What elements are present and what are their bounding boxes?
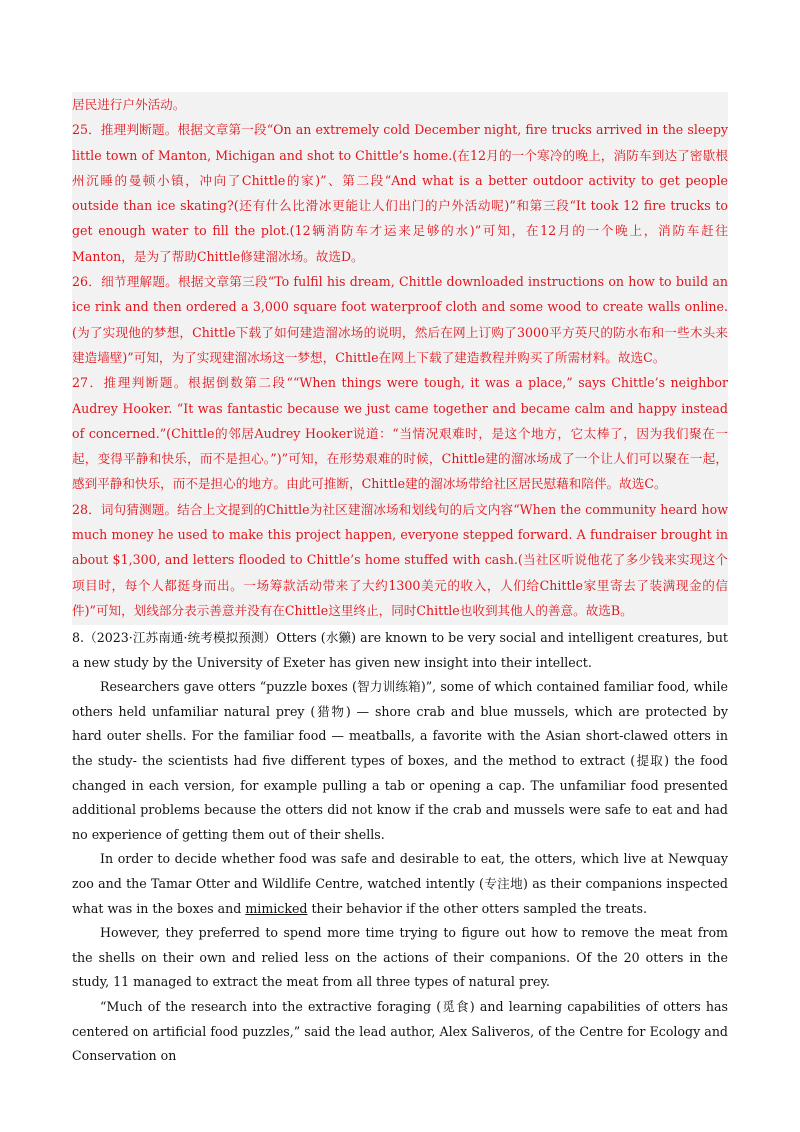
answer-26: 26．细节理解题。根据文章第三段“To fulfil his dream, Chittle downloaded instructions on how to build an ice rink and then ordered a 3,000 square foot waterproof cloth and some wood to create walls online.(为了实现他的梦想，Chittle下载了如何建造溜冰场的说明，然后在网上订购了3000平方英尺的防水布和一些木头来建造墙壁)”可知，为了实现建溜冰场这一梦想，Chittle在网上下载了建造教程并购买了所需材料。故选C。: [72, 274, 728, 365]
passage-intro: 8.（2023·江苏南通·统考模拟预测）Otters (水獭) are known to be very social and intelligent creatures, but a new study by the University of Exeter has given new insight into their intellect.: [72, 630, 728, 670]
answer-explanations: [72, 92, 728, 625]
answer-continuation: 居民进行户外活动。: [72, 97, 186, 112]
underlined-word: mimicked: [245, 900, 308, 916]
passage-paragraph-4: However, they preferred to spend more time trying to figure out how to remove the meat from the shells on their own and relied less on the actions of their companions. Of the 20 otters in the study, 11 managed to extract the meat from all three types of natural prey.: [72, 925, 728, 990]
passage-paragraph-3: [72, 847, 728, 921]
passage-paragraph-2: Researchers gave otters “puzzle boxes (智力训练箱)”, some of which contained familiar food, while others held unfamiliar natural prey (猎物) — shore crab and blue mussels, which are protected by hard outer shells. For the familiar food — meatballs, a favorite with the Asian short-clawed otters in the study- the scientists had five different types of boxes, and the method to extract (提取) the food changed in each version, for example pulling a tab or opening a cap. The unfamiliar food presented additional problems because the otters did not know if the crab and mussels were safe to eat and had no experience of getting them out of their shells.: [72, 679, 728, 842]
answer-28: 28．词句猜测题。结合上文提到的Chittle为社区建溜冰场和划线句的后文内容“When the community heard how much money he used to make this project happen, everyone stepped forward. A fundraiser brought in about $1,300, and letters flooded to Chittle’s home stuffed with cash.(当社区听说他花了多少钱来实现这个项目时，每个人都挺身而出。一场筹款活动带来了大约1300美元的收入，人们给Chittle家里寄去了装满现金的信件)”可知，划线部分表示善意并没有在Chittle这里终止，同时Chittle也收到其他人的善意。故选B。: [72, 501, 728, 618]
reading-passage: [72, 626, 728, 1069]
passage-text: In order to decide whether food was safe and desirable to eat, the otters, which live at Newquay zoo and the Tamar Otter and Wildlife Centre, watched intently (专注地) as their companions inspected what was in the boxes and: [72, 851, 728, 916]
passage-paragraph-5: “Much of the research into the extractive foraging (觅食) and learning capabilities of otters has centered on artificial food puzzles,” said the lead author, Alex Saliveros, of the Centre for Ecology and Conservation on: [72, 998, 728, 1064]
answer-25: 25．推理判断题。根据文章第一段“On an extremely cold December night, fire trucks arrived in the sleepy little town of Manton, Michigan and shot to Chittle’s home.(在12月的一个寒冷的晚上，消防车到达了密歇根州沉睡的曼顿小镇，冲向了Chittle的家)”、第二段“And what is a better outdoor activity to get people outside than ice skating?(还有什么比滑冰更能让人们出门的户外活动呢)”和第三段“It took 12 fire trucks to get enough water to fill the plot.(12辆消防车才运来足够的水)”可知，在12月的一个晚上，消防车赶往Manton，是为了帮助Chittle修建溜冰场。故选D。: [72, 122, 728, 264]
answer-27: 27．推理判断题。根据倒数第二段““When things were tough, it was a place,” says Chittle’s neighbor Audrey Hooker. “It was fantastic because we just came together and became calm and happy instead of concerned.”(Chittle的邻居Audrey Hooker说道：“当情况艰难时，是这个地方，它太棒了，因为我们聚在一起，变得平静和快乐，而不是担心。”)”可知，在形势艰难的时候，Chittle建的溜冰场成了一个让人们可以聚在一起，感到平静和快乐，而不是担心的地方。由此可推断，Chittle建的溜冰场带给社区居民慰藉和陪伴。故选C。: [72, 375, 728, 492]
passage-text: their behavior if the other otters sampled the treats.: [307, 900, 647, 916]
